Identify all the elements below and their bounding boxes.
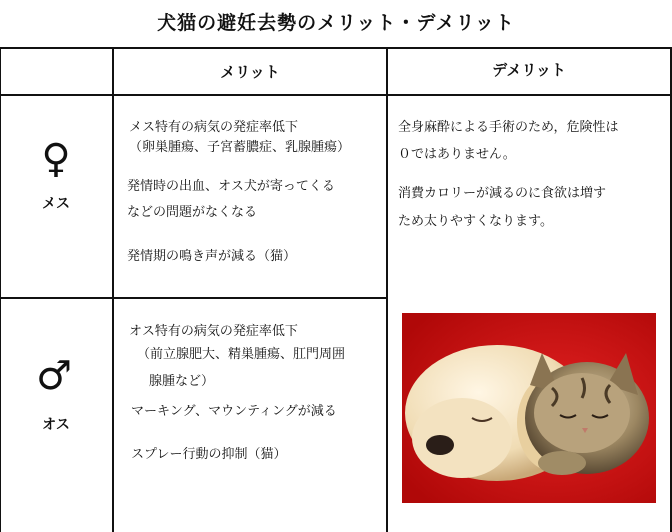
female-merit-3: 発情時の出血、オス犬が寄ってくる — [127, 179, 335, 194]
demerit-4: ため太りやすくなります。 — [398, 214, 553, 229]
male-symbol-icon: ♂ — [36, 353, 72, 399]
demerit-header: デメリット — [492, 61, 566, 79]
header-divider — [0, 94, 672, 96]
page-title: 犬猫の避妊去勢のメリット・デメリット — [157, 12, 515, 34]
demerit-3: 消費カロリーが減るのに食欲は増す — [398, 186, 607, 201]
table-top-border — [0, 47, 672, 49]
female-merit-2: （卵巣腫瘍、子宮蓄膿症、乳腺腫瘍） — [129, 140, 351, 155]
female-label: メス — [42, 196, 70, 212]
col-divider-1 — [112, 47, 114, 532]
male-merit-3: 腺腫など） — [149, 374, 215, 389]
male-merit-4: マーキング、マウンティングが減る — [131, 404, 337, 419]
puppy-kitten-photo — [402, 313, 656, 503]
female-merit-4: などの問題がなくなる — [127, 205, 258, 220]
male-merit-5: スプレー行動の抑制（猫） — [131, 447, 287, 462]
male-merit-1: オス特有の病気の発症率低下 — [129, 324, 298, 339]
demerit-2: ０ではありません。 — [398, 147, 516, 162]
male-merit-2: （前立腺肥大、精巣腫瘍、肛門周囲 — [137, 347, 346, 362]
female-symbol-icon: ♀ — [41, 136, 71, 182]
row-divider — [0, 297, 388, 299]
merit-header: メリット — [220, 63, 280, 81]
female-merit-1: メス特有の病気の発症率低下 — [129, 120, 299, 135]
male-label: オス — [42, 417, 70, 433]
left-border — [0, 47, 1, 532]
demerit-1: 全身麻酔による手術のため，危険性は — [398, 120, 619, 135]
female-merit-5: 発情期の鳴き声が減る（猫） — [127, 249, 297, 264]
col-divider-2 — [386, 47, 388, 532]
puppy-kitten-illustration — [402, 313, 656, 503]
